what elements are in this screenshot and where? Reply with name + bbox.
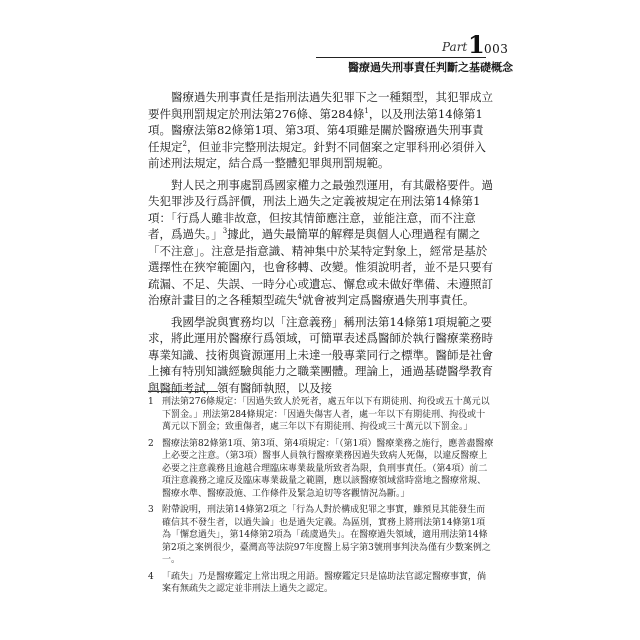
- footnote-number: 3: [148, 505, 154, 515]
- footnote: [148, 504, 494, 567]
- footnote-text: 附帶說明，刑法第14條第2項之「行為人對於構成犯罪之事實，雖預見其能發生而確信其不發生者，以過失論」也是過失定義。為區別，實務上將刑法第14條第1項為「懈怠過失」，第14條第2項為「疏虞過失」。在醫療過失領域，適用刑法第14條第2項之案例很少，臺灣高等法院97年度醫上易字第3號刑事判決為僅有少數案例之一。: [162, 505, 491, 565]
- footnote: [148, 571, 494, 596]
- footnote-ref-4: 4: [297, 293, 302, 302]
- paragraph-1-text-a: 醫療過失刑事責任是指刑法過失犯罪下之一種類型，其犯罪成立要件與刑罰規定於刑法第276條、第284條: [148, 90, 493, 121]
- paragraph-2: [148, 177, 494, 309]
- paragraph-3: [148, 314, 494, 397]
- paragraph-2-text-b: 據此，過失最簡單的解釋是與個人心理過程有關之「不注意」。注意是指意識、精神集中於某特定對象上，經常是基於選擇性在狹窄範圍內，也會移轉、改變。惟須說明者，並不是只要有疏漏、不足、失誤、一時分心或遺忘、懈怠或未做好準備、未遵照訂治療計畫目的之各種類型疏失: [148, 227, 493, 307]
- paragraph-1-text-b: ，以及刑法第14條第1項。醫療法第82條第1項、第3項、第4項雖是關於醫療過失刑事責任規定: [148, 106, 484, 154]
- paragraph-2-text-c: 就會被判定爲醫療過失刑事責任。: [301, 293, 475, 307]
- footnote-ref-3: 3: [222, 227, 228, 236]
- footnote-number: 4: [148, 571, 154, 582]
- footnote-ref-2: 2: [182, 139, 187, 148]
- footnote-text: 醫療法第82條第1項、第3項、第4項規定：「（第1項）醫療業務之施行，應善盡醫療上必要之注意。（第3項）醫事人員執行醫療業務因過失致病人死傷，以違反醫療上必要之注意義務且逾越合理臨床專業裁量所致者為限，負刑事責任。（第4項）前二項注意義務之違反及臨床專業裁量之範圍，應以該醫療領域當時當地之醫療常規、醫療水準、醫療設施、工作條件及緊急迫切等客觀情況為斷。」: [162, 438, 494, 499]
- chapter-title: 醫療過失刑事責任判斷之基礎概念: [348, 61, 513, 74]
- footnote-rule: [148, 391, 218, 392]
- footnote: [148, 438, 494, 501]
- paragraph-1: [148, 89, 494, 172]
- footnote-ref-1: 1: [364, 106, 369, 115]
- footnote-text: 刑法第276條規定：「因過失致人於死者，處五年以下有期徒刑、拘役或五十萬元以下罰金。」刑法第284條規定：「因過失傷害人者，處一年以下有期徒刑、拘役或十萬元以下罰金；致重傷者，處三年以下有期徒刑、拘役或三十萬元以下罰金。」: [162, 397, 490, 432]
- paragraph-3-text: 我國學說與實務均以「注意義務」稱刑法第14條第1項規範之要求，將此運用於醫療行爲領域，可簡單表述爲醫師於執行醫療業務時專業知識、技術與資源運用上未達一般專業同行之標準。醫師是社會上擁有特別知識經驗與能力之職業團體。理論上，通過基礎醫學教育與醫師考試，領有醫師執照，以及接: [148, 314, 493, 395]
- paragraph-2-text-a: 對人民之刑事處罰爲國家權力之最強烈運用，有其嚴格要件。過失犯罪涉及行爲評價，刑法上過失之定義被規定在刑法第14條第1項：「行爲人雖非故意，但按其情節應注意，並能注意，而不注意者，爲過失。」: [148, 177, 493, 241]
- page-number: 003: [484, 42, 509, 56]
- footnotes: [148, 396, 494, 600]
- body-text: [148, 89, 494, 401]
- footnote-number: 1: [148, 397, 154, 407]
- footnote-text: 「疏失」乃是醫療鑑定上常出現之用語。醫療鑑定只是協助法官認定醫療事實，倘案有無疏失之認定並非刑法上過失之認定。: [162, 571, 487, 594]
- footnote-number: 2: [148, 438, 154, 449]
- part-number: 1: [468, 30, 485, 59]
- paragraph-1-text-c: ，但並非完整刑法規定。針對不同個案之定罪科刑必須併入前述刑法規定，結合爲一整體犯罪與刑罰規範。: [148, 139, 486, 170]
- running-header: [316, 28, 530, 74]
- footnote: [148, 396, 494, 434]
- header-rule: [316, 57, 486, 58]
- part-label: Part: [442, 40, 468, 54]
